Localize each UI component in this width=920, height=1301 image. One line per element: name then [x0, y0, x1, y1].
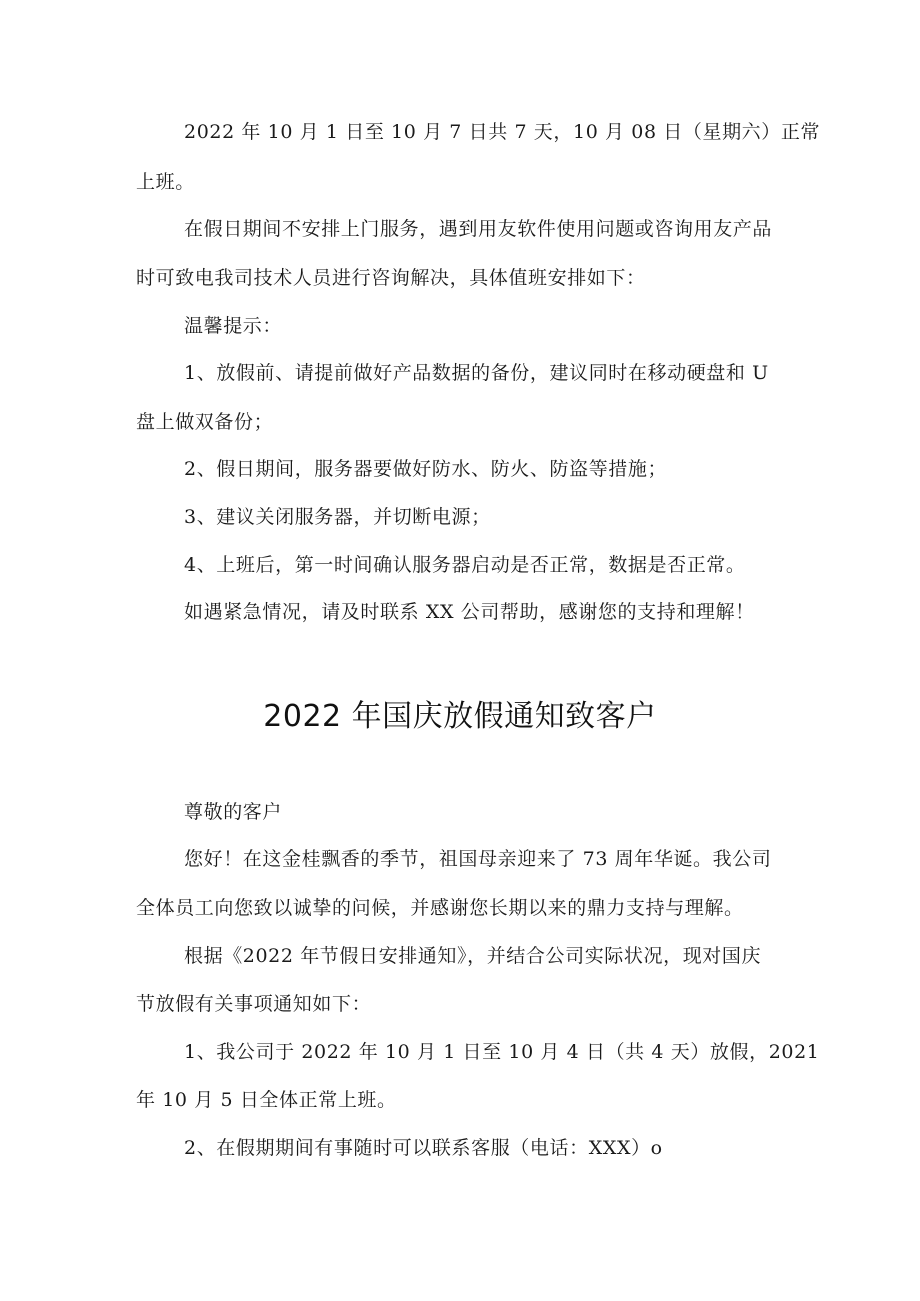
holiday-schedule-line-2: 上班。 [136, 171, 195, 193]
tip-2: 2、假日期间，服务器要做好防水、防火、防盗等措施； [184, 458, 668, 480]
closing-line: 如遇紧急情况，请及时联系 XX 公司帮助，感谢您的支持和理解！ [184, 601, 755, 623]
item-1-line-2: 年 10 月 5 日全体正常上班。 [136, 1089, 397, 1111]
salutation: 尊敬的客户 [184, 801, 283, 823]
notice-title: 2022 年国庆放假通知致客户 [263, 699, 657, 734]
tip-3: 3、建议关闭服务器，并切断电源； [184, 506, 491, 528]
greeting-line-2: 全体员工向您致以诚挚的问候，并感谢您长期以来的鼎力支持与理解。 [136, 897, 744, 919]
tip-1-line-2: 盘上做双备份； [136, 411, 274, 433]
service-arrangement-line-2: 时可致电我司技术人员进行咨询解决，具体值班安排如下： [136, 267, 646, 289]
item-2: 2、在假期期间有事随时可以联系客服（电话：XXX）o [184, 1137, 663, 1159]
greeting-line-1: 您好！在这金桂飘香的季节，祖国母亲迎来了 73 周年华诞。我公司 [184, 848, 772, 870]
tips-heading: 温馨提示： [184, 315, 283, 337]
tip-1-line-1: 1、放假前、请提前做好产品数据的备份，建议同时在移动硬盘和 U [184, 362, 769, 384]
basis-line-1: 根据《2022 年节假日安排通知》，并结合公司实际状况，现对国庆 [184, 945, 762, 967]
item-1-line-1: 1、我公司于 2022 年 10 月 1 日至 10 月 4 日（共 4 天）放假，2021 [184, 1041, 820, 1063]
service-arrangement-line-1: 在假日期间不安排上门服务，遇到用友软件使用问题或咨询用友产品 [184, 218, 773, 240]
holiday-schedule-line-1: 2022 年 10 月 1 日至 10 月 7 日共 7 天，10 月 08 日（星期六）正常 [184, 121, 821, 143]
basis-line-2: 节放假有关事项通知如下： [136, 993, 372, 1015]
tip-4: 4、上班后，第一时间确认服务器启动是否正常，数据是否正常。 [184, 554, 746, 576]
